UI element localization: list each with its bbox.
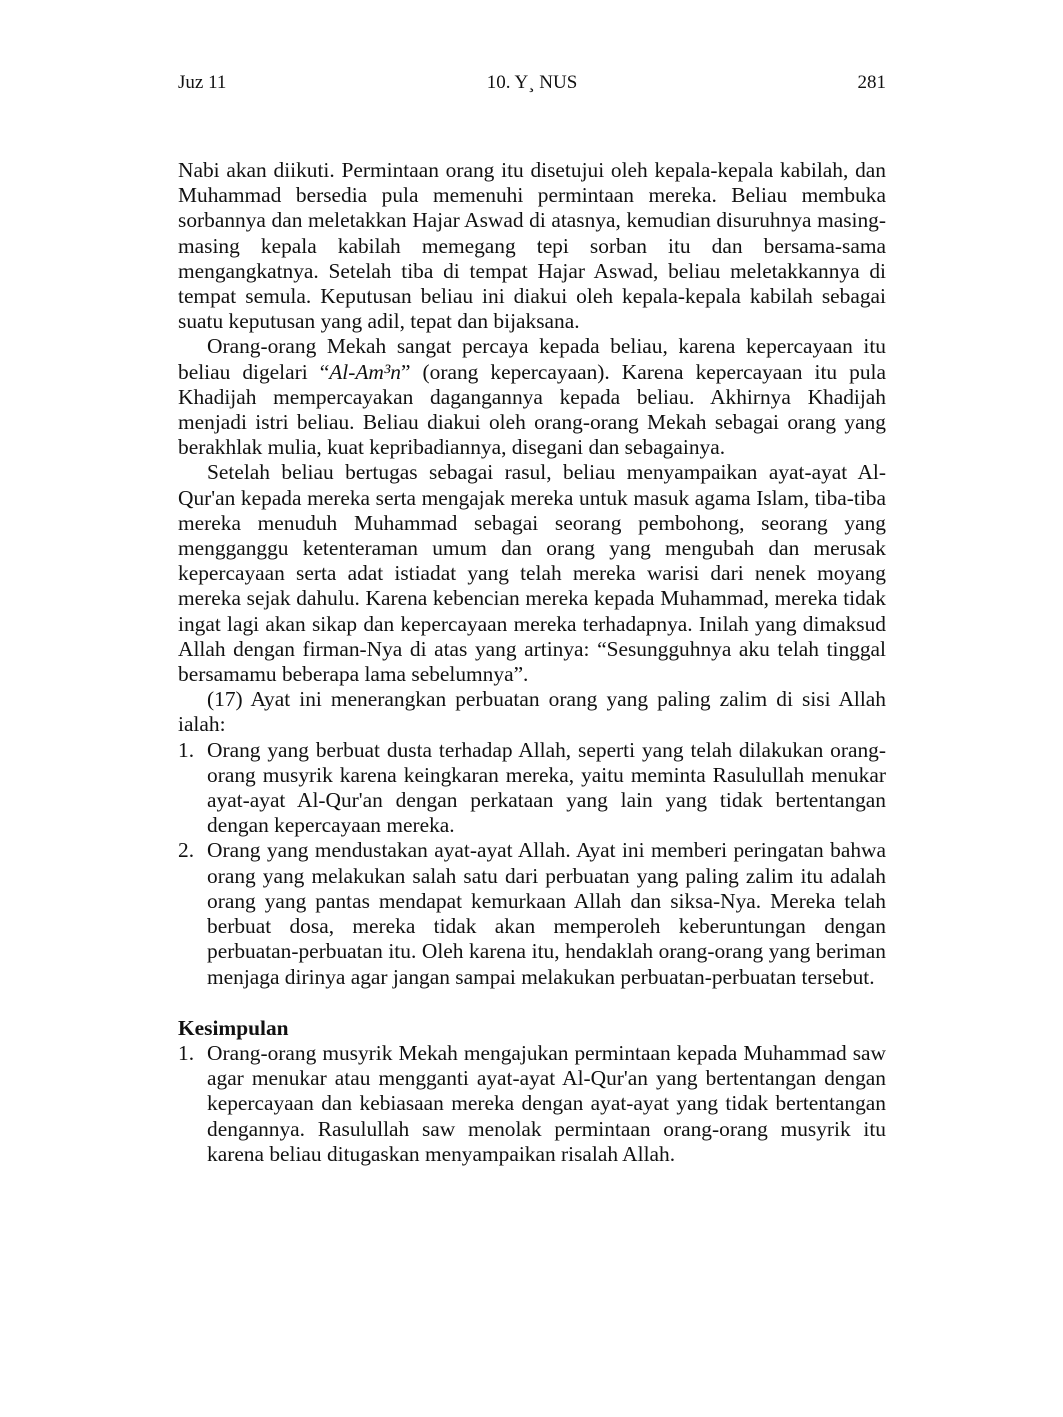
list-number: 1.: [178, 1040, 195, 1065]
paragraph: Setelah beliau bertugas sebagai rasul, beliau menyampaikan ayat-ayat Al-Qur'an kepada mereka serta mengajak mereka untuk masuk agama Islam, tiba-tiba mereka menuduh Muhammad sebagai seorang pembohong, seorang yang mengganggu ketenteraman umum dan orang yang mengubah dan merusak kepercayaan serta adat istiadat yang telah mereka warisi dari nenek moyang mereka sejak dahulu. Karena kebencian mereka kepada Muhammad, mereka tidak ingat lagi akan sikap dan kepercayaan mereka terhadapnya. Inilah yang dimaksud Allah dengan firman-Nya di atas yang artinya: “Sesungguhnya aku telah tinggal bersamamu beberapa lama sebelumnya”.: [178, 460, 886, 687]
conclusion-list: [178, 1041, 886, 1167]
list-number: 1.: [178, 737, 195, 762]
list-item-text: Orang yang berbuat dusta terhadap Allah, seperti yang telah dilakukan orang-orang musyrik karena keingkaran mereka, yaitu meminta Rasulullah menukar ayat-ayat Al-Qur'an dengan perkataan yang lain yang tidak bertentangan dengan kepercayaan mereka.: [207, 737, 886, 838]
body-text: [178, 158, 886, 1167]
section-heading: Kesimpulan: [178, 1015, 289, 1040]
paragraph: Nabi akan diikuti. Permintaan orang itu disetujui oleh kepala-kepala kabilah, dan Muhammad bersedia pula memenuhi permintaan mereka. Beliau membuka sorbannya dan meletakkan Hajar Aswad di atasnya, kemudian disuruhnya masing-masing kepala kabilah memegang tepi sorban itu dan bersama-sama mengangkatnya. Setelah tiba di tempat Hajar Aswad, beliau meletakkannya di tempat semula. Keputusan beliau ini diakui oleh kepala-kepala kabilah sebagai suatu keputusan yang adil, tepat dan bijaksana.: [178, 158, 886, 334]
juz-label: Juz 11: [178, 72, 227, 93]
book-page: [178, 72, 886, 1167]
list-item-text: Orang yang mendustakan ayat-ayat Allah. Ayat ini memberi peringatan bahwa orang yang melakukan salah satu dari perbuatan yang paling zalim itu adalah orang yang pantas mendapat kemurkaan Allah dan siksa-Nya. Mereka telah berbuat dosa, mereka tidak akan memperoleh keberuntungan dengan perbuatan-perbuatan itu. Oleh karena itu, hendaklah orang-orang yang beriman menjaga dirinya agar jangan sampai melakukan perbuatan-perbuatan tersebut.: [207, 838, 886, 989]
list-number: 2.: [178, 838, 195, 863]
list-item: [178, 838, 886, 989]
italic-term: Al-Am³n: [329, 359, 401, 384]
list-item: [178, 1041, 886, 1167]
paragraph-text: ” (orang kepercayaan). Karena kepercayaan itu pula Khadijah mempercayakan dagangannya kepada beliau. Akhirnya Khadijah menjadi istri beliau. Beliau diakui oleh orang-orang Mekah sebagai orang yang berakhlak mulia, kuat kepribadiannya, disegani dan sebagainya.: [178, 359, 886, 460]
list-item-text: Orang-orang musyrik Mekah mengajukan permintaan kepada Muhammad saw agar menukar atau mengganti ayat-ayat Al-Qur'an yang bertentangan dengan kepercayaan dan kebiasaan mereka dengan ayat-ayat yang tidak bertentangan dengannya. Rasulullah saw menolak permintaan orang-orang musyrik itu karena beliau ditugaskan menyampaikan risalah Allah.: [207, 1040, 886, 1166]
paragraph-text: Orang-orang Mekah sangat percaya kepada beliau, karena kepercayaan itu beliau digelari “: [178, 334, 886, 384]
page-number: 281: [857, 72, 886, 93]
verse-17-list: [178, 738, 886, 990]
running-header: [178, 72, 886, 104]
paragraph: [178, 334, 886, 460]
surah-title: 10. Y¸ NUS: [486, 72, 578, 93]
list-item: [178, 738, 886, 839]
paragraph: (17) Ayat ini menerangkan perbuatan orang yang paling zalim di sisi Allah ialah:: [178, 687, 886, 737]
